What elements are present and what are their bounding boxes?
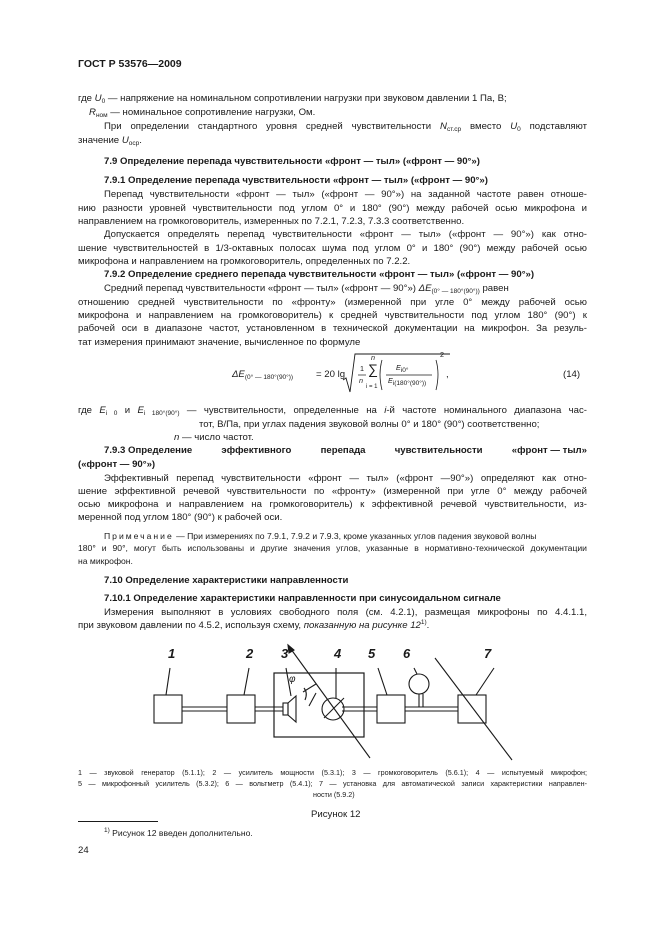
text-line: При определении стандартного уровня средней чувствительности $N_{ст.ср}$ вместо $U_0$ подставляют [104,121,587,133]
text-line: микрофона и направлением на громкоговоритель, определенных по 7.2.2. [78,256,411,267]
text-line: рабочей оси в диапазоне частот, установленном в технической документации на микрофон. За резуль- [78,323,587,334]
text-line: направлением на громкоговоритель, измеренных по 7.2.1, 7.2.3, 7.3.3 соответственно. [78,216,465,227]
figure-label-2: 2 [246,646,254,661]
figure-label-4: 4 [334,646,342,661]
figure-caption-line: ности (5.9.2) [313,790,355,799]
section-heading-7-9-3-cont: («фронт — 90°») [78,459,156,470]
text-line: меренной под углом 180° (90°) к рабочей оси. [78,512,283,523]
section-heading-7-9-1: 7.9.1 Определение перепада чувствительности «фронт — тыл» («фронт — 90°») [104,175,488,186]
text-line: Допускается определять перепад чувствительности «фронт — тыл» («фронт — 90°») как отно- [104,229,587,240]
section-heading-7-10: 7.10 Определение характеристики направленности [104,575,349,586]
document-header: ГОСТ Р 53576—2009 [78,58,182,70]
formula-number: (14) [563,369,581,380]
text-line: шение чувствительностей в 1/3-октавных полосах шума под углом 0° и 180° (90°) между рабочей осью [78,243,587,254]
page-number: 24 [78,845,89,856]
text-line: тат измерения принимают значение, вычисленное по формуле [78,337,361,348]
text-line: при звуковом давлении по 4.5.2, используя схему, показанную на рисунке 12$^{1)}$. [78,619,430,631]
text-line: микрофона и направлением на громкоговоритель) к средней чувствительности под углом 180° (90°) к [78,310,587,321]
text-line: шение эффективной речевой чувствительности по «фронту» (измеренной при угле 0° между рабочей [78,486,587,497]
figure-caption-line: 1 — звуковой генератор (5.1.1); 2 — усилитель мощности (5.3.1); 3 — громкоговоритель (5.6.1); 4 — испытуемый микрофон; [78,768,587,777]
figure-label-7: 7 [484,646,492,661]
voltmeter-symbol [409,674,429,694]
note-line: 180° и 90°, могут быть использованы и другие значения углов, указанные в нормативно-технической документации [78,543,587,553]
footnote-rule [78,821,158,822]
figure-label-1: 1 [168,646,176,661]
text-line: n — число частот. [174,432,254,443]
sound-generator-block [154,695,182,723]
recorder-block [458,695,486,723]
radical-sign [342,352,452,396]
section-heading-7-9-3: 7.9.3 Определение эффективного перепада чувствительности «фронт — тыл» [104,445,587,456]
text-line: отношению средней чувствительности по «фронту» (измеренной при угле 0° между рабочей осью [78,297,587,308]
figure-label-6: 6 [403,646,411,661]
figure-title: Рисунок 12 [311,809,361,820]
section-heading-7-10-1: 7.10.1 Определение характеристики направленности при синусоидальном сигнале [104,593,501,604]
note-line: на микрофон. [78,556,133,566]
text-line: $R_{ном}$ — номинальное сопротивление нагрузки, Ом. [89,107,316,119]
text-line: нию разности уровней чувствительности под углом 0° и 180° (90°) между рабочей осью микрофона и [78,203,587,214]
text-line: Измерения выполняют в условиях свободного поля (см. 4.2.1), размещая микрофоны по 4.4.1.1, [104,607,587,618]
text-line: Эффективный перепад чувствительности «фронт — тыл» («фронт —90°») определяют как отно- [104,473,587,484]
text-line: тот, В/Па, при углах падения звуковой волны 0° и 180° (90°) соответственно; [199,419,540,430]
footnote: $^{1)}$ Рисунок 12 введен дополнительно. [104,827,253,838]
angle-phi-label: φ [289,674,296,685]
text-line: где $E_{i 0}$ и $E_{i 180^\circ(90^\circ)}$ — чувствительности, определенные на i-й частоте номинального диапазона час- [78,405,587,417]
figure-label-3: 3 [281,646,289,661]
text-line: осью микрофона и направлением на громкоговоритель) к эффективной речевой чувствительности, из- [78,499,587,510]
text-line: где $U_0$ — напряжение на номинальном сопротивлении нагрузки при звуковом давлении 1 Па, В; [78,93,507,105]
text-line: значение $U_{оср}$. [78,135,142,147]
text-line: Перепад чувствительности «фронт — тыл» («фронт — 90°») на заданной частоте равен отноше- [104,189,587,200]
section-heading-7-9-2: 7.9.2 Определение среднего перепада чувствительности «фронт — тыл» («фронт — 90°») [104,269,535,280]
section-heading-7-9: 7.9 Определение перепада чувствительности «фронт — тыл» («фронт — 90°») [104,156,480,167]
figure-label-5: 5 [368,646,376,661]
text-line: Средний перепад чувствительности «фронт — тыл» («фронт — 90°») $\Delta E_{(0^\circ — 180^\circ(90^\circ))}$ равен [104,283,509,295]
note-line: Примечание — При измерениях по 7.9.1, 7.9.2 и 7.9.3, кроме указанных углов падения звуковой волны [104,531,537,541]
figure-caption-line: 5 — микрофонный усилитель (5.3.2); 6 — вольтметр (5.4.1); 7 — установка для автоматической записи характеристики направлен- [78,779,587,788]
sum-sign: ∑ [368,361,378,377]
microphone-amplifier-block [377,695,405,723]
formula-14: $\Delta E_{(0^\circ — 180^\circ(90^\circ))}$ = 20 lg 1 n n ∑ i = 1 $E_{i0^\circ}$ $E_{i(180^\circ(90^\circ))}$ 2 , [232,350,492,400]
power-amplifier-block [227,695,255,723]
